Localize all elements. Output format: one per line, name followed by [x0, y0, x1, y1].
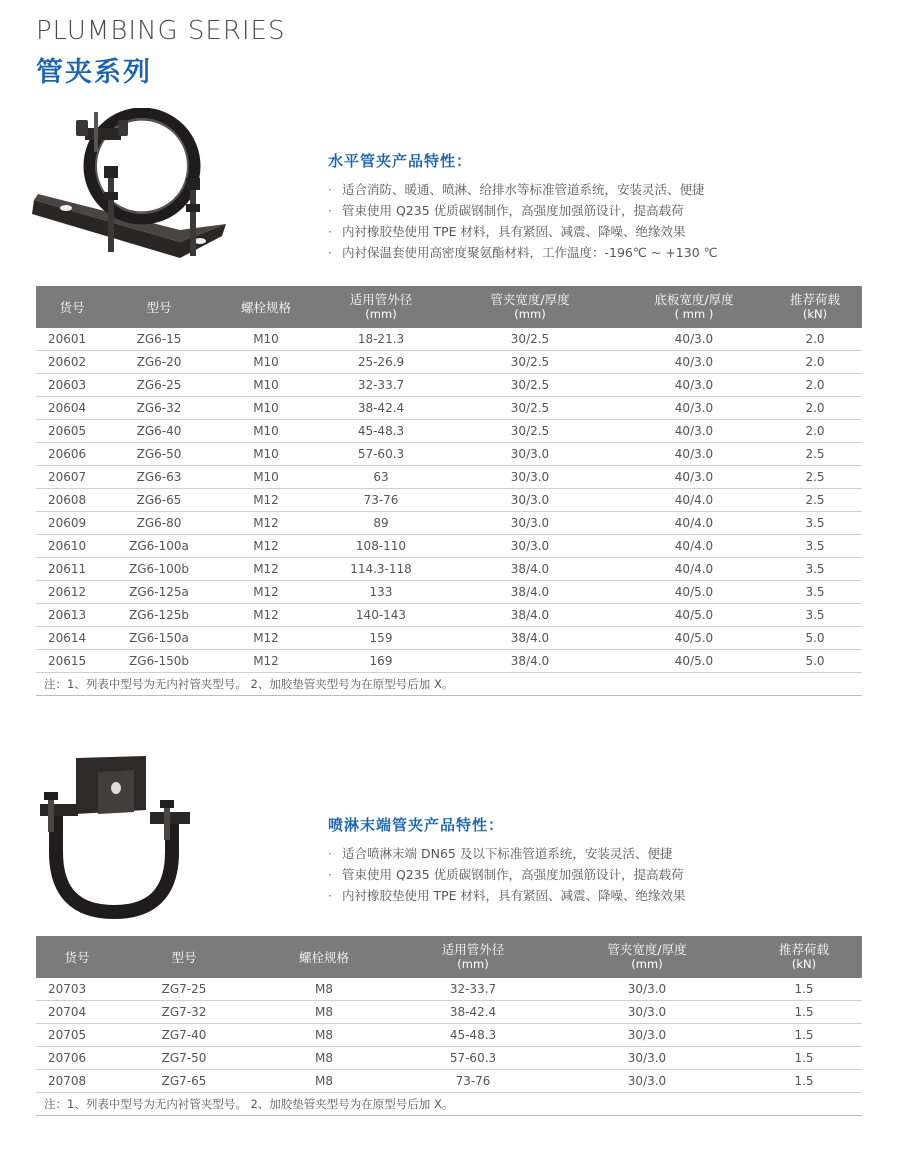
header-cell: 适用管外径 (mm) [398, 936, 548, 978]
table-cell: 3.5 [768, 558, 862, 581]
table-row [36, 604, 862, 627]
table-cell: 30/2.5 [440, 374, 620, 397]
table-row [36, 650, 862, 673]
table-cell: 20606 [36, 443, 108, 466]
header-cell: 螺栓规格 [210, 286, 322, 328]
table-cell: 20704 [36, 1001, 118, 1024]
table-cell: M8 [250, 978, 398, 1001]
table-cell: 40/5.0 [620, 627, 768, 650]
table-cell: 20705 [36, 1024, 118, 1047]
table-note: 注：1、列表中型号为无内衬管夹型号。 2、加胶垫管夹型号为在原型号后加 X。 [36, 673, 862, 696]
table-cell: M10 [210, 443, 322, 466]
table-cell: ZG6-50 [108, 443, 210, 466]
table-cell: 169 [322, 650, 440, 673]
table-cell: 30/3.0 [440, 443, 620, 466]
header-cell: 管夹宽度/厚度 (mm) [548, 936, 746, 978]
table-cell: ZG7-40 [118, 1024, 250, 1047]
table-cell: 2.5 [768, 443, 862, 466]
section2-spec-table [36, 936, 862, 1116]
table-cell: 20609 [36, 512, 108, 535]
page-title-en: PLUMBING SERIES [36, 16, 286, 46]
table-cell: 45-48.3 [398, 1024, 548, 1047]
table-row [36, 512, 862, 535]
table-cell: 20608 [36, 489, 108, 512]
table-cell: ZG7-32 [118, 1001, 250, 1024]
table-cell: ZG6-150b [108, 650, 210, 673]
table-cell: 140-143 [322, 604, 440, 627]
table-cell: 40/5.0 [620, 604, 768, 627]
table-cell: 1.5 [746, 1070, 862, 1093]
feature-item: · 内衬橡胶垫使用 TPE 材料，具有紧固、减震、降噪、绝缘效果 [328, 224, 686, 239]
table-row [36, 443, 862, 466]
feature-item: · 适合喷淋末端 DN65 及以下标准管道系统，安装灵活、便捷 [328, 846, 673, 861]
feature-item: · 适合消防、暖通、喷淋、给排水等标准管道系统，安装灵活、便捷 [328, 182, 705, 197]
table-cell: ZG6-125a [108, 581, 210, 604]
table-cell: 32-33.7 [322, 374, 440, 397]
table-cell: 40/4.0 [620, 535, 768, 558]
table-cell: 20706 [36, 1047, 118, 1070]
table-cell: 20603 [36, 374, 108, 397]
table-cell: 20708 [36, 1070, 118, 1093]
table-cell: 3.5 [768, 535, 862, 558]
table-cell: M12 [210, 558, 322, 581]
table-cell: 20604 [36, 397, 108, 420]
table-row [36, 535, 862, 558]
header-cell: 推荐荷载 (kN) [768, 286, 862, 328]
table-row [36, 1024, 862, 1047]
table-cell: 2.0 [768, 374, 862, 397]
table-cell: 63 [322, 466, 440, 489]
table-cell: 20602 [36, 351, 108, 374]
table-row [36, 558, 862, 581]
header-cell: 适用管外径 (mm) [322, 286, 440, 328]
table-cell: 40/3.0 [620, 420, 768, 443]
table-row [36, 374, 862, 397]
table-cell: 5.0 [768, 627, 862, 650]
horizontal-pipe-clamp-image [30, 108, 235, 278]
table-cell: ZG6-125b [108, 604, 210, 627]
table-cell: M10 [210, 374, 322, 397]
table-cell: ZG6-25 [108, 374, 210, 397]
table-row [36, 351, 862, 374]
header-cell: 底板宽度/厚度 ( mm ) [620, 286, 768, 328]
table-cell: M12 [210, 535, 322, 558]
table-row [36, 581, 862, 604]
table-cell: 1.5 [746, 1001, 862, 1024]
table-cell: 38/4.0 [440, 604, 620, 627]
table-cell: 38/4.0 [440, 650, 620, 673]
table-row [36, 489, 862, 512]
header-cell: 螺栓规格 [250, 936, 398, 978]
table-cell: ZG6-63 [108, 466, 210, 489]
section1-spec-table [36, 286, 862, 696]
table-cell: M12 [210, 650, 322, 673]
table-cell: 1.5 [746, 1024, 862, 1047]
table-cell: M10 [210, 397, 322, 420]
feature-item: · 内衬保温套使用高密度聚氨酯材料，工作温度：-196℃ ~ +130 ℃ [328, 245, 718, 260]
page-title-cn: 管夹系列 [36, 57, 152, 88]
table-cell: ZG6-80 [108, 512, 210, 535]
table-cell: 73-76 [322, 489, 440, 512]
table-cell: 30/3.0 [548, 1047, 746, 1070]
table-cell: ZG6-100a [108, 535, 210, 558]
header-cell: 推荐荷载 (kN) [746, 936, 862, 978]
table-cell: 30/3.0 [548, 978, 746, 1001]
table-cell: ZG6-15 [108, 328, 210, 351]
table-cell: 20613 [36, 604, 108, 627]
table-cell: 1.5 [746, 1047, 862, 1070]
table-cell: 3.5 [768, 512, 862, 535]
table-cell: 18-21.3 [322, 328, 440, 351]
table-cell: 38/4.0 [440, 627, 620, 650]
table-cell: 30/3.0 [440, 512, 620, 535]
table-cell: 30/3.0 [548, 1024, 746, 1047]
table-cell: 40/4.0 [620, 512, 768, 535]
table-cell: 5.0 [768, 650, 862, 673]
table-cell: ZG6-40 [108, 420, 210, 443]
table-row [36, 328, 862, 351]
table-cell: M12 [210, 604, 322, 627]
table-cell: 38/4.0 [440, 581, 620, 604]
table-note-row [36, 673, 862, 696]
table-cell: 2.0 [768, 351, 862, 374]
table-cell: 159 [322, 627, 440, 650]
section2-feature-title: 喷淋末端管夹产品特性： [328, 816, 505, 834]
table-cell: 45-48.3 [322, 420, 440, 443]
table-cell: 30/2.5 [440, 351, 620, 374]
table-row [36, 397, 862, 420]
table-cell: 30/3.0 [440, 466, 620, 489]
table-cell: 20607 [36, 466, 108, 489]
table-cell: 40/4.0 [620, 558, 768, 581]
table-cell: 57-60.3 [322, 443, 440, 466]
table-cell: 3.5 [768, 604, 862, 627]
table-cell: 30/3.0 [440, 535, 620, 558]
table-cell: 20610 [36, 535, 108, 558]
table-note-row [36, 1093, 862, 1116]
table-cell: ZG7-50 [118, 1047, 250, 1070]
table-cell: 57-60.3 [398, 1047, 548, 1070]
table-cell: 30/2.5 [440, 328, 620, 351]
table-cell: 2.5 [768, 489, 862, 512]
table-cell: 40/3.0 [620, 328, 768, 351]
table-cell: 114.3-118 [322, 558, 440, 581]
header-cell: 型号 [108, 286, 210, 328]
table-cell: M10 [210, 351, 322, 374]
table-cell: 30/2.5 [440, 397, 620, 420]
header-cell: 管夹宽度/厚度 (mm) [440, 286, 620, 328]
table-cell: ZG6-32 [108, 397, 210, 420]
table-cell: 40/5.0 [620, 650, 768, 673]
table-cell: 40/3.0 [620, 374, 768, 397]
table-cell: M12 [210, 512, 322, 535]
table-cell: 32-33.7 [398, 978, 548, 1001]
table-cell: 30/3.0 [440, 489, 620, 512]
table-cell: 20605 [36, 420, 108, 443]
table-cell: M10 [210, 328, 322, 351]
table-cell: 40/3.0 [620, 443, 768, 466]
table-row [36, 1070, 862, 1093]
table-cell: 20614 [36, 627, 108, 650]
table-cell: ZG6-65 [108, 489, 210, 512]
section2-features [328, 814, 686, 906]
table-cell: M8 [250, 1001, 398, 1024]
feature-item: · 管束使用 Q235 优质碳钢制作，高强度加强筋设计，提高载荷 [328, 203, 684, 218]
table-cell: 30/3.0 [548, 1001, 746, 1024]
table-cell: 30/3.0 [548, 1070, 746, 1093]
table-header-row [36, 286, 862, 328]
table-cell: M12 [210, 581, 322, 604]
table-cell: 2.0 [768, 397, 862, 420]
sprinkler-pipe-clamp-image [34, 752, 194, 922]
table-cell: M10 [210, 420, 322, 443]
table-cell: 20612 [36, 581, 108, 604]
table-header-row [36, 936, 862, 978]
table-cell: 108-110 [322, 535, 440, 558]
table-cell: ZG6-150a [108, 627, 210, 650]
feature-item: · 内衬橡胶垫使用 TPE 材料，具有紧固、减震、降噪、绝缘效果 [328, 888, 686, 903]
section1-features [328, 150, 718, 263]
table-cell: M8 [250, 1024, 398, 1047]
table-cell: 133 [322, 581, 440, 604]
header-cell: 型号 [118, 936, 250, 978]
table-row [36, 420, 862, 443]
table-cell: M10 [210, 466, 322, 489]
table-cell: 40/3.0 [620, 397, 768, 420]
table-cell: 2.5 [768, 466, 862, 489]
table-cell: 2.0 [768, 328, 862, 351]
table-cell: M8 [250, 1070, 398, 1093]
table-cell: 2.0 [768, 420, 862, 443]
table-cell: 25-26.9 [322, 351, 440, 374]
table-cell: 40/3.0 [620, 466, 768, 489]
table-cell: 89 [322, 512, 440, 535]
table-row [36, 978, 862, 1001]
table-row [36, 466, 862, 489]
table-row [36, 1047, 862, 1070]
table-cell: M12 [210, 627, 322, 650]
table-cell: M12 [210, 489, 322, 512]
table-cell: 20601 [36, 328, 108, 351]
section1-feature-title: 水平管夹产品特性： [328, 152, 473, 170]
header-cell: 货号 [36, 286, 108, 328]
table-cell: 1.5 [746, 978, 862, 1001]
table-note: 注：1、列表中型号为无内衬管夹型号。 2、加胶垫管夹型号为在原型号后加 X。 [36, 1093, 862, 1116]
table-cell: 38-42.4 [322, 397, 440, 420]
table-row [36, 1001, 862, 1024]
table-cell: 30/2.5 [440, 420, 620, 443]
table-cell: 38-42.4 [398, 1001, 548, 1024]
table-cell: 40/4.0 [620, 489, 768, 512]
table-cell: 38/4.0 [440, 558, 620, 581]
feature-item: · 管束使用 Q235 优质碳钢制作，高强度加强筋设计，提高载荷 [328, 867, 684, 882]
table-cell: 20615 [36, 650, 108, 673]
table-cell: 40/3.0 [620, 351, 768, 374]
table-cell: 40/5.0 [620, 581, 768, 604]
table-cell: 20611 [36, 558, 108, 581]
table-row [36, 627, 862, 650]
table-cell: ZG6-100b [108, 558, 210, 581]
table-cell: ZG7-65 [118, 1070, 250, 1093]
table-cell: 73-76 [398, 1070, 548, 1093]
table-cell: ZG6-20 [108, 351, 210, 374]
table-cell: ZG7-25 [118, 978, 250, 1001]
table-cell: 3.5 [768, 581, 862, 604]
header-cell: 货号 [36, 936, 118, 978]
table-cell: M8 [250, 1047, 398, 1070]
table-cell: 20703 [36, 978, 118, 1001]
